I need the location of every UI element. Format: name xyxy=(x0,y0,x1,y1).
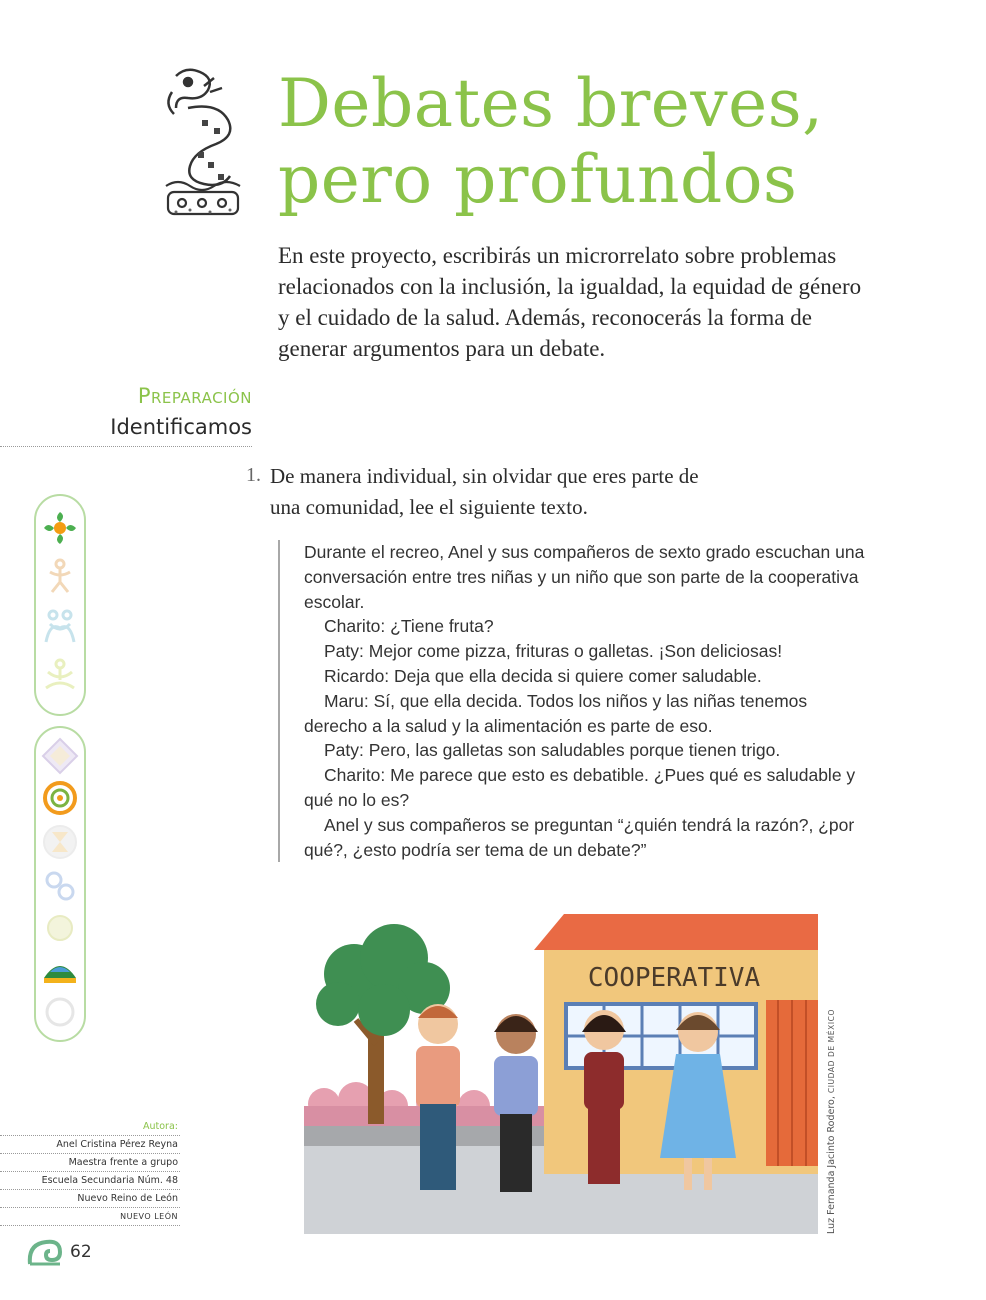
dancer-icon xyxy=(40,556,80,596)
author-name: Anel Cristina Pérez Reyna xyxy=(0,1136,180,1154)
reading-paragraph: Durante el recreo, Anel y sus compañeros de sexto grado escuchan una conversación entre tres niñas y un niño que son parte de la cooperativa escolar. xyxy=(304,542,865,612)
author-role: Maestra frente a grupo xyxy=(0,1154,180,1172)
reading-paragraph: Paty: Mejor come pizza, frituras o galletas. ¡Son deliciosas! xyxy=(324,641,783,662)
page-title xyxy=(278,66,918,218)
cooperative-sign: COOPERATIVA xyxy=(587,963,761,993)
title-line-2: pero profundos xyxy=(278,141,798,218)
section-divider xyxy=(0,446,252,447)
turtle-shell-icon xyxy=(40,950,80,990)
step-instruction: De manera individual, sin olvidar que eres parte de una comunidad, lee el siguiente texto. xyxy=(270,464,699,519)
hourglass-icon xyxy=(40,822,80,862)
target-ring-icon xyxy=(40,778,80,818)
reading-paragraph: Maru: Sí, que ella decida. Todos los niños y las niñas tenemos derecho a la salud y la alimentación es parte de eso. xyxy=(304,690,808,736)
reading-passage xyxy=(278,540,868,862)
author-state: NUEVO LEÓN xyxy=(0,1208,180,1226)
chain-link-icon xyxy=(40,866,80,906)
step-number: 1. xyxy=(246,464,261,486)
aztec-serpent-glyph-icon xyxy=(158,62,248,220)
author-city: Nuevo Reino de León xyxy=(0,1190,180,1208)
spiral-wave-icon xyxy=(26,1236,64,1268)
meditation-icon xyxy=(40,656,80,696)
diamond-icon xyxy=(40,736,80,776)
section-sublabel: Identificamos xyxy=(110,415,252,439)
child-figure xyxy=(494,1014,538,1192)
title-line-1: Debates breves, xyxy=(278,65,824,142)
community-flower-icon xyxy=(40,508,80,548)
reading-paragraph: Charito: Me parece que esto es debatible. ¿Pues qué es saludable y qué no lo es? xyxy=(304,765,856,810)
project-intro: En este proyecto, escribirás un microrrelato sobre problemas relacionados con la inclusión, la igualdad, la equidad de género y el cuidado de la salud. Además, reconocerás la forma de generar argumentos para un debate. xyxy=(278,243,862,361)
author-label: Autora: xyxy=(0,1118,180,1136)
child-figure xyxy=(582,1010,626,1184)
credit-place: CIUDAD DE MÉXICO xyxy=(827,1009,836,1094)
reading-paragraph: Paty: Pero, las galletas son saludables porque tienen trigo. xyxy=(324,740,781,761)
reading-paragraph: Charito: ¿Tiene fruta? xyxy=(324,616,494,637)
circle-arrow-icon xyxy=(40,992,80,1032)
credit-name: Luz Fernanda Jacinto Rodero, xyxy=(826,1096,837,1234)
author-school: Escuela Secundaria Núm. 48 xyxy=(0,1172,180,1190)
page-number: 62 xyxy=(70,1242,92,1262)
reading-paragraph: Anel y sus compañeros se preguntan “¿quién tendrá la razón?, ¿por qué?, ¿esto podría ser tema de un debate?” xyxy=(304,814,855,860)
section-label: Preparación xyxy=(137,384,252,408)
author-block xyxy=(0,1118,180,1226)
embrace-icon xyxy=(40,606,80,646)
sun-icon xyxy=(40,908,80,948)
reading-paragraph: Ricardo: Deja que ella decida si quiere comer saludable. xyxy=(324,665,762,686)
illustration-credit xyxy=(826,1009,837,1234)
cooperative-illustration xyxy=(304,914,818,1234)
child-figure xyxy=(416,1004,460,1190)
